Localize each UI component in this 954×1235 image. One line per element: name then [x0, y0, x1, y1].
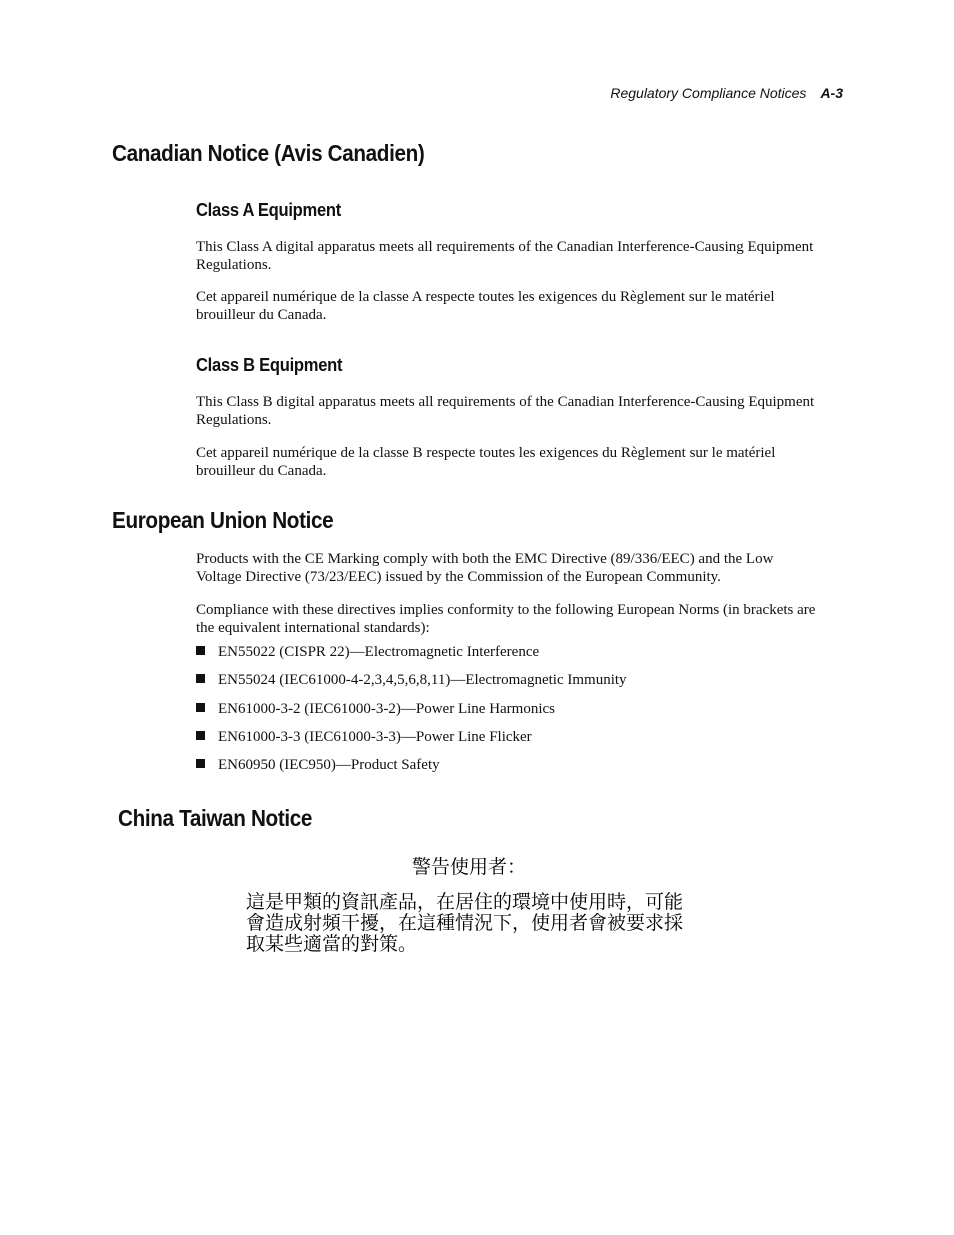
bullet-square-icon	[196, 731, 205, 740]
norm-text: EN55024 (IEC61000-4-2,3,4,5,6,8,11)—Electromagnetic Immunity	[218, 672, 627, 688]
bullet-square-icon	[196, 703, 205, 712]
taiwan-warning-title: 警告使用者：	[412, 856, 527, 878]
eu-norms-intro-text: Compliance with these directives implies conformity to the following European Norms (in brackets are the equivalent international standards):	[196, 602, 816, 636]
china-taiwan-notice-heading: China Taiwan Notice	[118, 805, 313, 831]
running-title: Regulatory Compliance Notices	[610, 85, 807, 101]
list-item	[196, 643, 816, 661]
class-b-heading: Class B Equipment	[196, 355, 343, 375]
class-a-english-text: This Class A digital apparatus meets all requirements of the Canadian Interference-Causing Equipment Regulations.	[196, 239, 814, 273]
list-item	[196, 700, 816, 718]
class-a-heading: Class A Equipment	[196, 200, 342, 220]
running-header	[610, 85, 843, 101]
list-item	[196, 756, 816, 774]
bullet-square-icon	[196, 759, 205, 768]
list-item	[196, 728, 816, 746]
warning-line: 會造成射頻干擾，在這種情況下，使用者會被要求採	[246, 912, 684, 934]
bullet-square-icon	[196, 646, 205, 655]
page-number: A-3	[820, 85, 843, 101]
bullet-square-icon	[196, 674, 205, 683]
european-union-notice-heading: European Union Notice	[112, 507, 334, 533]
norm-text: EN61000-3-3 (IEC61000-3-3)—Power Line Flicker	[218, 729, 532, 745]
canadian-notice-heading: Canadian Notice (Avis Canadien)	[112, 140, 425, 166]
warning-line: 這是甲類的資訊產品，在居住的環境中使用時，可能	[246, 891, 684, 913]
norm-text: EN55022 (CISPR 22)—Electromagnetic Interference	[218, 644, 540, 660]
norm-text: EN60950 (IEC950)—Product Safety	[218, 757, 440, 773]
warning-line: 取某些適當的對策。	[246, 933, 418, 955]
list-item	[196, 671, 816, 689]
class-b-english-text: This Class B digital apparatus meets all requirements of the Canadian Interference-Causing Equipment Regulations.	[196, 394, 815, 428]
norm-text: EN61000-3-2 (IEC61000-3-2)—Power Line Harmonics	[218, 701, 556, 717]
class-b-french-text: Cet appareil numérique de la classe B respecte toutes les exigences du Règlement sur le matériel brouilleur du Canada.	[196, 445, 776, 479]
taiwan-warning-text	[246, 892, 686, 955]
eu-directives-text: Products with the CE Marking comply with both the EMC Directive (89/336/EEC) and the Low Voltage Directive (73/23/EEC) issued by the Commission of the European Community.	[196, 551, 774, 585]
class-a-french-text: Cet appareil numérique de la classe A respecte toutes les exigences du Règlement sur le matériel brouilleur du Canada.	[196, 289, 775, 323]
